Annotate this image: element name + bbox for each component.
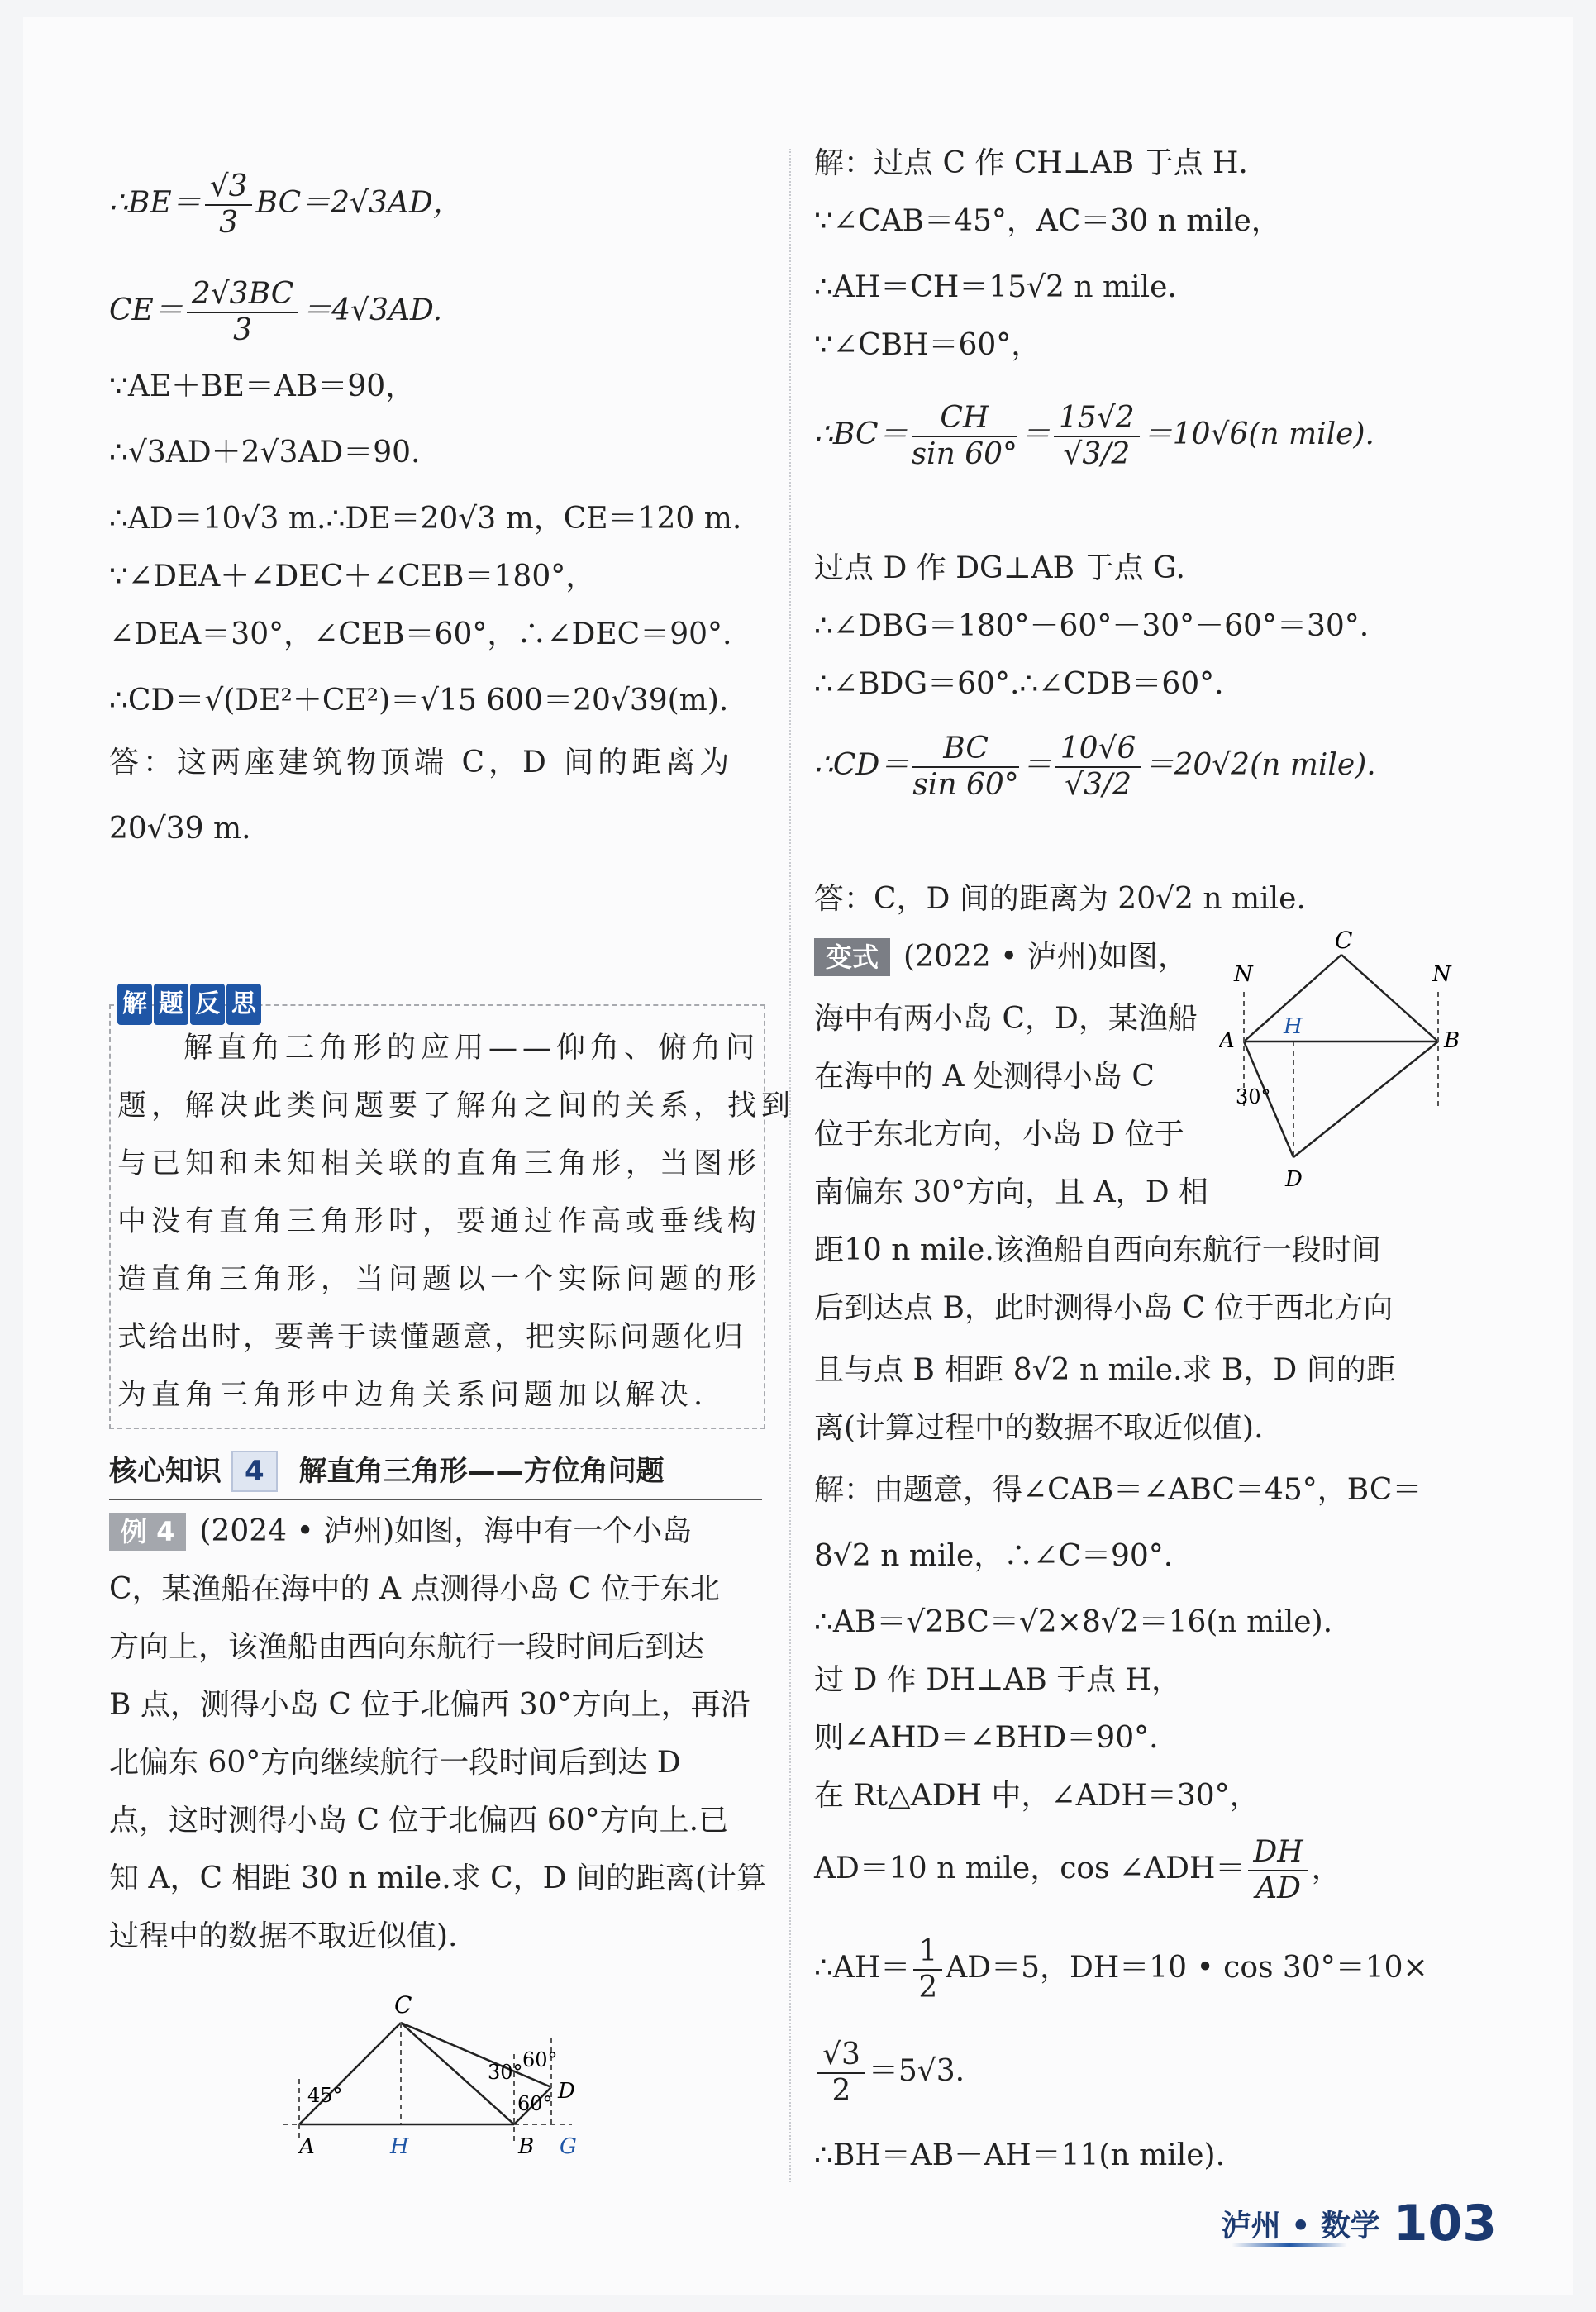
s-line-7: AD＝10 n mile，cos ∠ADH＝ $\frac{DH}{AD}$ ， [814,1835,1341,1905]
fig1-angle-60a: 60° [522,2048,558,2071]
reflection-tag-4: 思 [226,984,261,1025]
line-l7: ∠DEA＝30°，∠CEB＝60°，∴∠DEC＝90°. [109,617,732,651]
line-l10: 20√39 m. [109,812,251,846]
example-line-4: B 点，测得小岛 C 位于北偏西 30°方向上，再沿 [109,1688,750,1722]
reflection-line-2: 题，解决此类问题要了解角之间的关系，找到 [117,1089,796,1123]
line-l3: ∵AE＋BE＝AB＝90， [109,369,416,403]
header-rule [109,1499,762,1500]
fig1-label-d: D [558,2079,575,2104]
s-line-4: 过 D 作 DH⊥AB 于点 H， [814,1663,1182,1697]
r-line-bc: ∴BC＝ $\frac{CH}{\sin 60^\circ}$ ＝ $\frac{15√2}{√3/2}$ ＝10√6(n mile). [814,401,1374,471]
fig2-label-a: A [1219,1028,1235,1053]
r-line-6: 过点 D 作 DG⊥AB 于点 G. [814,551,1185,585]
fig1-angle-60b: 60° [517,2092,553,2115]
r-line-7: ∴∠DBG＝180°－60°－30°－60°＝30°. [814,609,1370,643]
variant-line-8: 且与点 B 相距 8√2 n mile.求 B，D 间的距 [814,1353,1396,1387]
s-line-3: ∴AB＝√2BC＝√2×8√2＝16(n mile). [814,1605,1333,1639]
example-line-1: 例 4 (2024 • 泸州)如图，海中有一个小岛 [109,1513,692,1551]
fig1-angle-45: 45° [307,2084,343,2107]
variant-line-6: 距10 n mile.该渔船自西向东航行一段时间 [814,1233,1381,1267]
reflection-tags [117,984,263,1025]
variant-line-4: 位于东北方向，小岛 D 位于 [814,1118,1184,1151]
core-number: 4 [231,1451,278,1492]
core-label: 核心知识 [109,1455,222,1488]
s-line-5: 则∠AHD＝∠BHD＝90°. [814,1721,1159,1755]
fig2-label-b: B [1444,1028,1460,1053]
line-l6: ∵∠DEA＋∠DEC＋∠CEB＝180°， [109,560,596,593]
variant-line-2: 海中有两小岛 C，D，某渔船 [814,1002,1198,1036]
variant-label: 变式 [814,938,890,976]
fig1-label-g: G [560,2134,577,2159]
core-knowledge-header [109,1451,665,1492]
page-number: 103 [1393,2195,1497,2252]
line-l4: ∴√3AD＋2√3AD＝90. [109,436,421,470]
variant-line-5: 南偏东 30°方向，且 A，D 相 [814,1175,1209,1209]
example-line-3: 方向上，该渔船由西向东航行一段时间后到达 [109,1630,705,1664]
footer-underline [1232,2243,1347,2247]
example-figure [274,1980,704,2170]
line-be: ∴BE＝ $\frac{√3}{3}$ BC＝2√3AD， [109,169,463,240]
fig2-label-n2: N [1432,962,1451,987]
fig2-label-d: D [1285,1167,1303,1192]
fig1-label-h: H [390,2134,409,2159]
reflection-line-4: 中没有直角三角形时，要通过作高或垂线构 [117,1205,762,1238]
r-line-4: ∵∠CBH＝60°， [814,328,1041,362]
reflection-tag-3: 反 [190,984,225,1025]
reflection-line-7: 为直角三角形中边角关系问题加以解决. [117,1379,708,1412]
example-line-7: 知 A，C 相距 30 n mile.求 C，D 间的距离(计算 [109,1862,767,1895]
reflection-line-3: 与已知和未知相关联的直角三角形，当图形 [117,1147,762,1180]
line-l9: 答：这两座建筑物顶端 C，D 间的距离为 [109,746,734,779]
s-line-8: ∴AH＝ $\frac{1}{2}$ AD＝5，DH＝10 • cos 30°＝10× [814,1934,1428,2005]
example-label: 例 4 [109,1513,186,1551]
fig2-label-n1: N [1234,962,1253,987]
fig1-label-c: C [394,1991,412,2019]
r-line-8: ∴∠BDG＝60°.∴∠CDB＝60°. [814,667,1224,701]
line-l5: ∴AD＝10√3 m.∴DE＝20√3 m，CE＝120 m. [109,502,742,536]
line-ce: CE＝ $\frac{2√3BC}{3}$ ＝4√3AD. [109,277,443,347]
r-line-1: 解：过点 C 作 CH⊥AB 于点 H. [814,146,1248,180]
example-line-8: 过程中的数据不取近似值). [109,1919,458,1953]
fig1-label-b: B [518,2134,535,2159]
variant-figure [1219,930,1467,1203]
fig2-label-c: C [1335,930,1353,954]
fig2-label-h: H [1284,1014,1303,1039]
variant-line-9: 离(计算过程中的数据不取近似值). [814,1411,1264,1445]
reflection-line-1: 解直角三角形的应用——仰角、俯角问 [183,1032,760,1065]
r-line-3: ∴AH＝CH＝15√2 n mile. [814,270,1177,304]
variant-line-3: 在海中的 A 处测得小岛 C [814,1060,1155,1094]
variant-line-1: 变式 (2022 • 泸州)如图， [814,938,1188,976]
reflection-tag-1: 解 [117,984,152,1025]
s-line-6: 在 Rt△ADH 中，∠ADH＝30°， [814,1779,1260,1813]
example-line-2: C，某渔船在海中的 A 点测得小岛 C 位于东北 [109,1572,720,1606]
reflection-line-6: 式给出时，要善于读懂题意，把实际问题化归 [117,1321,746,1354]
line-l8: ∴CD＝√(DE²＋CE²)＝√15 600＝20√39(m). [109,684,729,717]
s-line-9: $\frac{√3}{2}$ ＝5√3. [814,2038,965,2109]
r-line-cd: ∴CD＝ $\frac{BC}{\sin 60^\circ}$ ＝ $\frac{10√6}{√3/2}$ ＝20√2(n mile). [814,732,1376,802]
footer-subject: 泸州 • 数学 [1221,2209,1380,2243]
fig2-angle-30: 30° [1236,1085,1271,1108]
s-line-2: 8√2 n mile，∴∠C＝90°. [814,1539,1174,1573]
example-line-6: 点，这时测得小岛 C 位于北偏西 60°方向上.已 [109,1804,729,1838]
reflection-line-5: 造直角三角形，当问题以一个实际问题的形 [117,1263,762,1296]
core-title: 解直角三角形——方位角问题 [298,1455,665,1488]
r-line-10: 答：C，D 间的距离为 20√2 n mile. [814,882,1306,916]
r-line-2: ∵∠CAB＝45°，AC＝30 n mile， [814,204,1281,238]
column-divider [789,149,791,2182]
reflection-tag-2: 题 [154,984,188,1025]
fig1-label-a: A [299,2134,315,2159]
fig1-angle-30: 30° [488,2061,523,2084]
example-line-5: 北偏东 60°方向继续航行一段时间后到达 D [109,1746,681,1780]
s-line-10: ∴BH＝AB－AH＝11(n mile). [814,2138,1226,2172]
s-line-1: 解：由题意，得∠CAB＝∠ABC＝45°，BC＝ [814,1473,1422,1507]
variant-line-7: 后到达点 B，此时测得小岛 C 位于西北方向 [814,1291,1394,1325]
